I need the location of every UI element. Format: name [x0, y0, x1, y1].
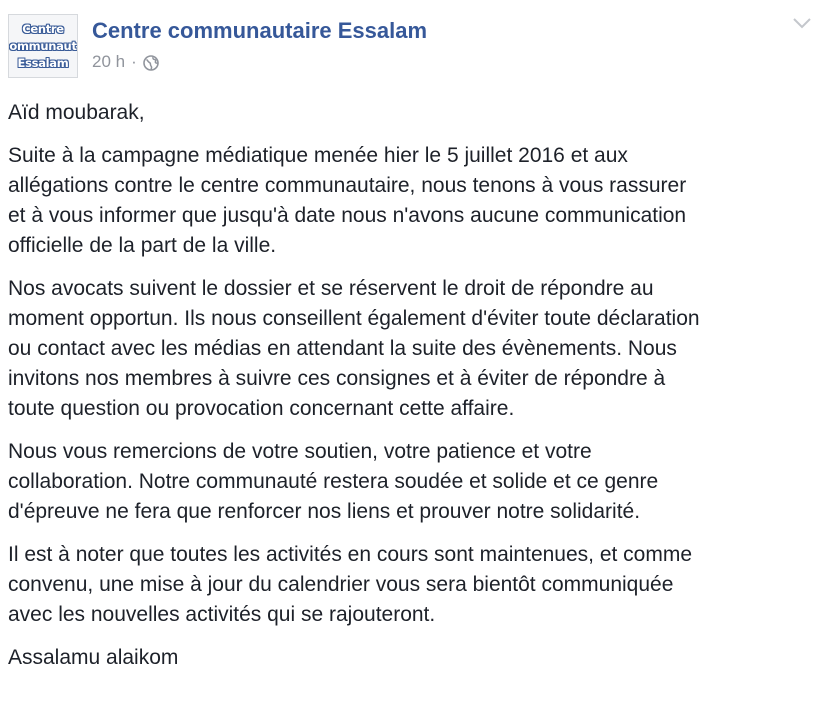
post-header	[8, 14, 818, 80]
post-text-line: d'épreuve ne fera que renforcer nos liens et prouver notre solidarité.	[8, 500, 641, 523]
post-text-line: Il est à noter que toutes les activités en cours sont maintenues, et comme	[8, 543, 693, 566]
avatar-logo	[11, 17, 75, 75]
avatar[interactable]	[8, 14, 78, 78]
post-text-line: toute question ou provocation concernant cette affaire.	[8, 397, 515, 420]
avatar-logo-line: Essalam	[17, 55, 69, 70]
post-paragraph	[8, 540, 818, 630]
chevron-down-icon[interactable]	[792, 16, 812, 30]
post-text-line: invitons nos membres à suivre ces consignes et à éviter de répondre à	[8, 367, 666, 390]
post-paragraph	[8, 274, 818, 424]
post-text-line: Aïd moubarak,	[8, 101, 145, 124]
post-paragraph	[8, 141, 818, 261]
post-meta	[92, 52, 159, 72]
post-text-line: officielle de la part de la ville.	[8, 234, 277, 257]
post-paragraph	[8, 437, 818, 527]
post-text-line: Suite à la campagne médiatique menée hier le 5 juillet 2016 et aux	[8, 144, 628, 167]
post-text-line: collaboration. Notre communauté restera soudée et solide et ce genre	[8, 470, 659, 493]
post-paragraph	[8, 643, 818, 673]
post-text-line: ou contact avec les médias en attendant la suite des évènements. Nous	[8, 337, 677, 360]
meta-separator: ·	[131, 52, 137, 71]
post-text-line: et à vous informer que jusqu'à date nous n'avons aucune communication	[8, 204, 687, 227]
post-text-line: moment opportun. Ils nous conseillent également d'éviter toute déclaration	[8, 307, 700, 330]
post-text-line: Assalamu alaikom	[8, 646, 179, 669]
post-text-line: Nous vous remercions de votre soutien, votre patience et votre	[8, 440, 592, 463]
post-text-line: convenu, une mise à jour du calendrier vous sera bientôt communiquée	[8, 573, 674, 596]
post-timestamp[interactable]: 20 h	[92, 52, 126, 71]
avatar-logo-line: ommunaut	[9, 38, 77, 53]
post-paragraph	[8, 98, 818, 128]
post-body	[8, 98, 818, 686]
post-text-line: avec les nouvelles activités qui se rajouteront.	[8, 603, 436, 626]
post-text-line: allégations contre le centre communautaire, nous tenons à vous rassurer	[8, 174, 687, 197]
post-text-line: Nos avocats suivent le dossier et se réservent le droit de répondre au	[8, 277, 654, 300]
page-name-link[interactable]: Centre communautaire Essalam	[92, 18, 428, 43]
avatar-logo-line: Centre	[22, 21, 64, 36]
globe-icon[interactable]	[143, 55, 159, 71]
